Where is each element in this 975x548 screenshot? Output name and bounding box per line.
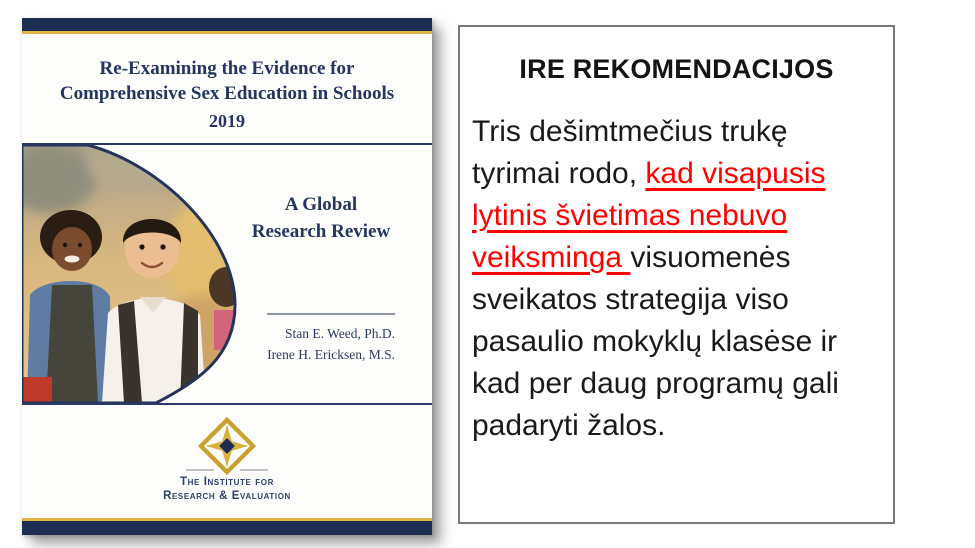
recommendation-box [458,25,895,524]
report-cover [22,18,432,535]
author-1: Stan E. Weed, Ph.D. [284,326,395,341]
text-segment: visuomenės sveikatos strategija viso pasaulio mokyklų klasėse ir kad per daug programų gali padaryti žalos. [472,241,839,442]
cover-footer-section [22,405,432,518]
cover-year: 2019 [209,111,245,131]
cover-title-line2: Comprehensive Sex Education in Schools [59,83,395,104]
cover-bottom-navy-bar [22,521,432,535]
institute-logo-icon [198,417,256,475]
author-2: Irene H. Ericksen, M.S. [267,347,395,362]
cover-subtitle [236,191,406,245]
cover-title-block [22,34,432,143]
cover-subtitle-line2: Research Review [251,221,391,242]
text-segment: kad visapusis lytinis švietimas nebuvo veiksminga [472,157,826,274]
recommendation-paragraph [472,111,881,447]
institute-name-line2: Research & Evaluation [163,490,291,502]
institute-name [22,475,432,503]
cover-subtitle-line1: A Global [284,194,358,215]
cover-authors [205,313,395,365]
text-segment: Tris dešimtmečius trukę tyrimai rodo, [472,115,788,190]
cover-middle-section [22,145,432,403]
cover-top-navy-bar [22,18,432,31]
cover-title-line1: Re-Examining the Evidence for [99,58,355,79]
institute-name-line1: The Institute for [180,476,274,488]
authors-divider [267,313,395,315]
logo-right-dash [240,469,268,471]
recommendation-title: IRE REKOMENDACIJOS [519,54,834,84]
logo-left-dash [186,469,214,471]
